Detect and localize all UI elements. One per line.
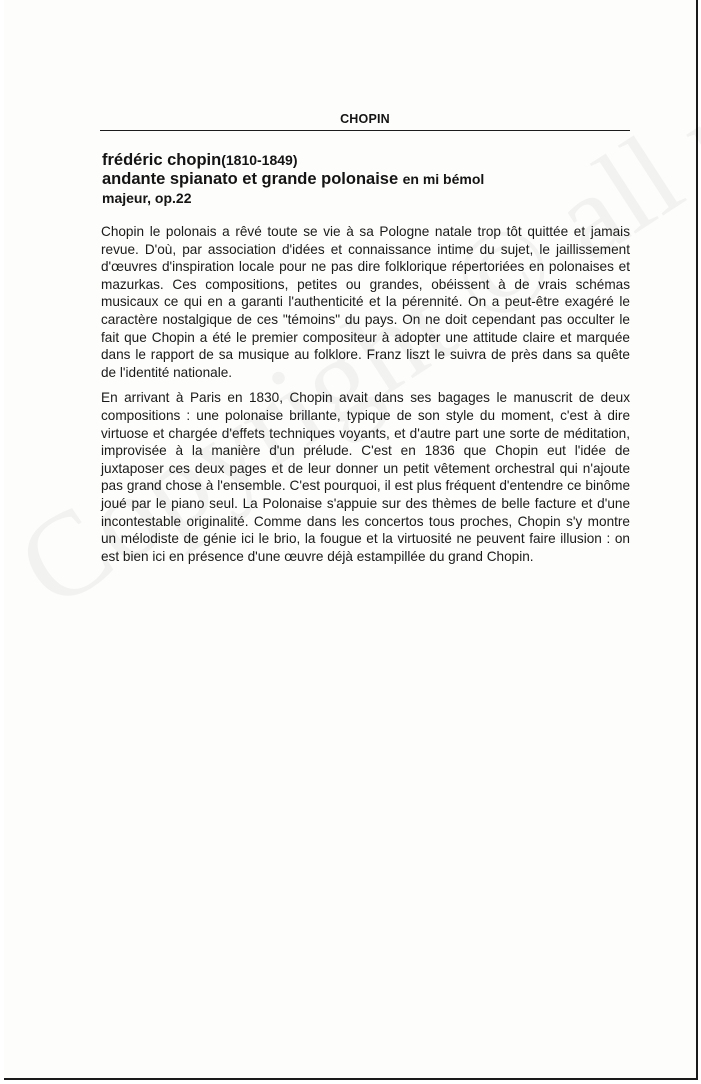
liner-notes-body: [101, 223, 630, 573]
composer-dates: (1810-1849): [221, 152, 298, 168]
title-line-1: [102, 151, 637, 170]
composer-name: frédéric chopin: [102, 151, 222, 169]
title-line-3: [102, 189, 637, 208]
running-header: CHOPIN: [100, 112, 630, 131]
work-title: andante spianato et grande polonaise: [102, 170, 399, 188]
work-title-block: [102, 151, 637, 208]
paragraph: En arrivant à Paris en 1830, Chopin avait dans ses bagages le manuscrit de deux compositions : une polonaise brillante, typique de son style du moment, c'est à dire virtuose et chargée d'effets techniques voyants, et d'autre part une sorte de méditation, improvisée à la manière d'un prélude. C'est en 1836 que Chopin eut l'idée de juxtaposer ces deux pages et de leur donner un petit vêtement orchestral qui n'ajoute pas grand chose à l'ensemble. C'est pourquoi, il est plus fréquent d'entendre ce binôme joué par le piano seul. La Polonaise s'appuie sur des thèmes de belle facture et d'une incontestable originalité. Comme dans les concertos tous proches, Chopin s'y montre un mélodiste de génie ici le brio, la fougue et la virtuosité ne peuvent faire illusion : on est bien ici en présence d'une œuvre déjà estampillée du grand Chopin.: [101, 390, 630, 564]
work-key-opus: majeur, op.22: [102, 190, 192, 206]
work-key: en mi bémol: [402, 171, 485, 187]
title-line-2: [102, 170, 637, 189]
booklet-page: [4, 0, 698, 1080]
paragraph: Chopin le polonais a rêvé toute se vie à sa Pologne natale trop tôt quittée et jamais revue. D'où, par association d'idées et connaissance intime du sujet, le jaillissement d'œuvres d'inspiration locale pour ne pas dire folklorique répertoriées en polonaises et mazurkas. Ces compositions, petites ou grandes, obéissent à de vrais schémas musicaux ce qui en a garanti l'authenticité et la pérennité. On a peut-être exagéré le caractère nostalgique de ces "témoins" du pays. On ne doit cependant pas occulter le fait que Chopin a été le premier compositeur à adopter une attitude claire et marquée dans le rapport de sa musique au folklore. Franz liszt le suivra de près dans sa quête de l'identité nationale.: [101, 224, 630, 380]
